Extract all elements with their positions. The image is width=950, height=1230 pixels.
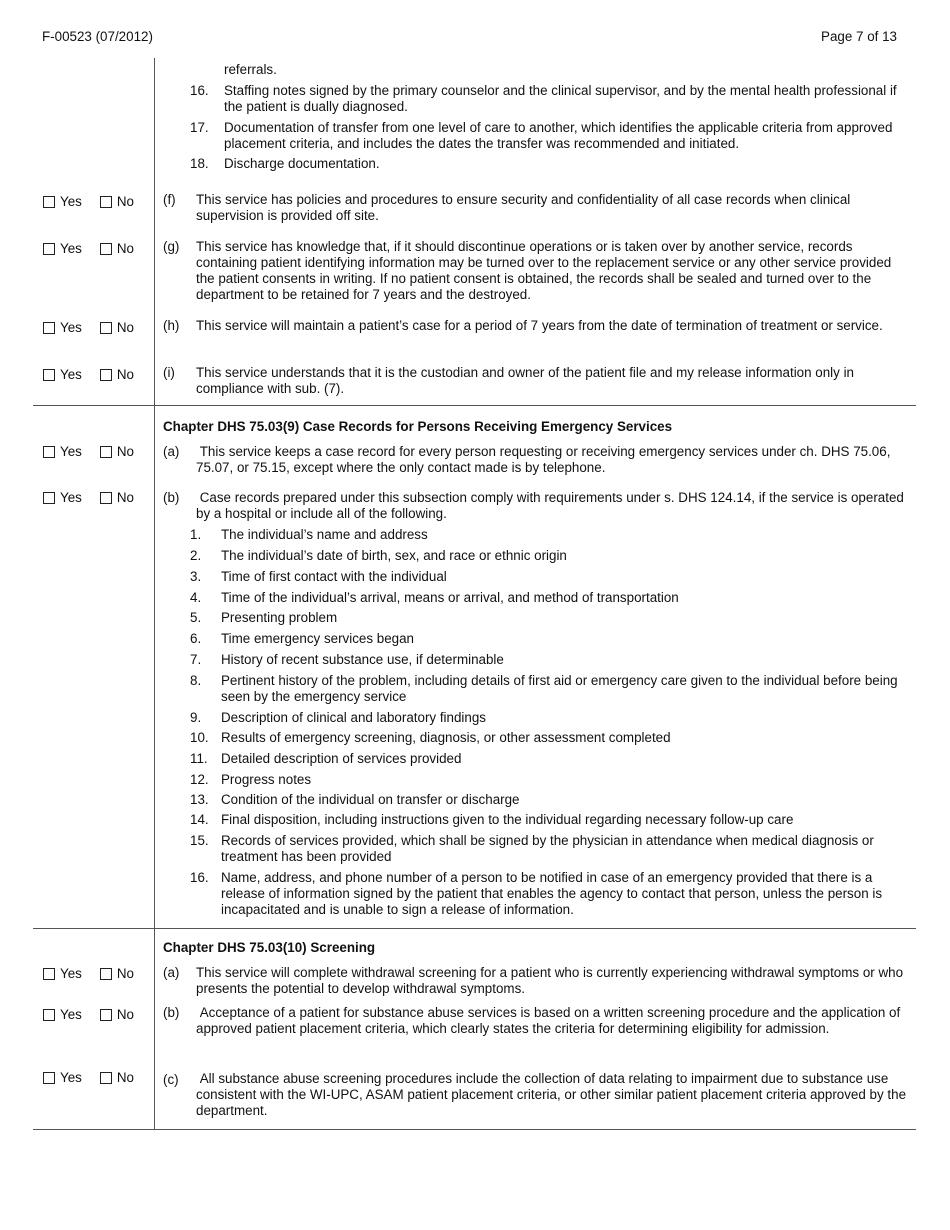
list-item-number: 6. xyxy=(190,631,202,646)
no-checkbox[interactable] xyxy=(100,1072,112,1084)
no-label: No xyxy=(116,966,134,981)
item-letter: (b) xyxy=(163,1005,180,1020)
yes-checkbox[interactable] xyxy=(43,196,55,208)
list-item-text: The individual’s date of birth, sex, and race or ethnic origin xyxy=(221,548,567,563)
list-item-number: 16. xyxy=(190,870,209,885)
item-text: This service understands that it is the custodian and owner of the patient file and my release information only in compliance with sub. (7). xyxy=(196,365,854,396)
yes-no-group xyxy=(43,241,134,257)
yes-checkbox[interactable] xyxy=(43,492,55,504)
list-item-number: 3. xyxy=(190,569,202,584)
list-item-number: 12. xyxy=(190,772,209,787)
yes-checkbox[interactable] xyxy=(43,1009,55,1021)
list-item-text: Detailed description of services provided xyxy=(221,751,462,766)
no-checkbox[interactable] xyxy=(100,196,112,208)
list-item-number: 14. xyxy=(190,812,209,827)
yes-label: Yes xyxy=(60,966,82,981)
item-letter: (f) xyxy=(163,192,176,207)
yes-label: Yes xyxy=(60,1007,82,1022)
list-item-text: Time emergency services began xyxy=(221,631,415,646)
item-text: This service will maintain a patient’s case for a period of 7 years from the date of termination of treatment or service. xyxy=(196,318,883,333)
list-item-text: Records of services provided, which shall be signed by the physician in attendance when medical diagnosis or treatment has been provided xyxy=(221,833,874,864)
no-label: No xyxy=(116,1070,134,1085)
form-id: F-00523 (07/2012) xyxy=(42,29,153,44)
list-item-text: Name, address, and phone number of a person to be notified in case of an emergency provided that there is a release of information signed by the patient that enables the agency to contact that person, unless the person is incapacitated and is unable to sign a release of information. xyxy=(221,870,883,917)
section-title: Chapter DHS 75.03(9) Case Records for Persons Receiving Emergency Services xyxy=(163,419,673,434)
item-text: Acceptance of a patient for substance abuse services is based on a written screening procedure and the application of approved patient placement criteria, which clearly states the criteria for determining eligibility for admission. xyxy=(196,1005,904,1036)
column-divider xyxy=(154,58,155,405)
item-letter: (g) xyxy=(163,239,180,254)
list-item-text: History of recent substance use, if determinable xyxy=(221,652,504,667)
list-item-text: Presenting problem xyxy=(221,610,338,625)
item-text: This service will complete withdrawal screening for a patient who is currently experiencing withdrawal symptoms or who presents the potential to develop withdrawal symptoms. xyxy=(196,965,904,996)
item-text: This service has policies and procedures to ensure security and confidentiality of all case records when clinical supervision is provided off site. xyxy=(196,192,851,223)
list-item-number: 17. xyxy=(190,120,209,135)
yes-checkbox[interactable] xyxy=(43,446,55,458)
section-divider xyxy=(33,405,916,406)
no-label: No xyxy=(116,490,134,505)
item-letter: (c) xyxy=(163,1072,179,1087)
yes-no-group xyxy=(43,966,134,982)
no-label: No xyxy=(116,367,134,382)
list-item-text: Final disposition, including instructions given to the individual regarding necessary follow-up care xyxy=(221,812,794,827)
yes-checkbox[interactable] xyxy=(43,243,55,255)
page-number: Page 7 of 13 xyxy=(821,29,897,44)
yes-checkbox[interactable] xyxy=(43,322,55,334)
column-divider xyxy=(154,929,155,1129)
column-divider xyxy=(154,406,155,928)
no-label: No xyxy=(116,241,134,256)
list-item-number: 16. xyxy=(190,83,209,98)
list-item-number: 11. xyxy=(190,751,208,766)
item-text: This service keeps a case record for every person requesting or receiving emergency services under ch. DHS 75.06, 75.07, or 75.15, except where the only contact made is by telephone. xyxy=(196,444,895,475)
list-item-text: Staffing notes signed by the primary counselor and the clinical supervisor, and by the mental health professional if the patient is dually diagnosed. xyxy=(224,83,897,114)
yes-checkbox[interactable] xyxy=(43,369,55,381)
item-letter: (a) xyxy=(163,444,180,459)
yes-label: Yes xyxy=(60,194,82,209)
item-letter: (h) xyxy=(163,318,180,333)
no-label: No xyxy=(116,194,134,209)
list-item-text: Condition of the individual on transfer or discharge xyxy=(221,792,520,807)
yes-checkbox[interactable] xyxy=(43,1072,55,1084)
section-divider xyxy=(33,928,916,929)
list-item-number: 8. xyxy=(190,673,202,688)
list-item-text: Description of clinical and laboratory findings xyxy=(221,710,486,725)
item-letter: (b) xyxy=(163,490,180,505)
section-title: Chapter DHS 75.03(10) Screening xyxy=(163,940,376,955)
list-item-text: Time of the individual’s arrival, means or arrival, and method of transportation xyxy=(221,590,679,605)
yes-no-group xyxy=(43,490,134,506)
list-item-number: 15. xyxy=(190,833,209,848)
list-item-number: 10. xyxy=(190,730,209,745)
no-checkbox[interactable] xyxy=(100,243,112,255)
yes-no-group xyxy=(43,367,134,383)
no-checkbox[interactable] xyxy=(100,446,112,458)
no-checkbox[interactable] xyxy=(100,322,112,334)
yes-no-group xyxy=(43,320,134,336)
item-letter: (a) xyxy=(163,965,180,980)
yes-no-group xyxy=(43,444,134,460)
item-text: This service has knowledge that, if it should discontinue operations or is taken over by another service, records containing patient identifying information may be turned over to the replacement service or any other service provided the patient consents in writing. If no patient consent is obtained, the records shall be sealed and turned over to the department to be retained for 7 years and the destroyed. xyxy=(196,239,892,302)
no-checkbox[interactable] xyxy=(100,492,112,504)
list-item-text: Progress notes xyxy=(221,772,312,787)
item-text: All substance abuse screening procedures include the collection of data relating to impairment due to substance use consistent with the WI-UPC, ASAM patient placement criteria, or other similar patient placement criteria approved by the department. xyxy=(196,1071,910,1118)
section-divider xyxy=(33,1129,916,1130)
yes-label: Yes xyxy=(60,444,82,459)
no-checkbox[interactable] xyxy=(100,968,112,980)
yes-label: Yes xyxy=(60,241,82,256)
yes-no-group xyxy=(43,1070,134,1086)
list-item-text: Results of emergency screening, diagnosis, or other assessment completed xyxy=(221,730,671,745)
yes-label: Yes xyxy=(60,1070,82,1085)
no-checkbox[interactable] xyxy=(100,369,112,381)
yes-no-group xyxy=(43,1007,134,1023)
yes-label: Yes xyxy=(60,490,82,505)
item-letter: (i) xyxy=(163,365,175,380)
yes-label: Yes xyxy=(60,367,82,382)
list-item-number: 18. xyxy=(190,156,209,171)
list-item-number: 7. xyxy=(190,652,202,667)
list-item-number: 4. xyxy=(190,590,202,605)
list-item-number: 1. xyxy=(190,527,202,542)
no-label: No xyxy=(116,320,134,335)
list-item-number: 9. xyxy=(190,710,202,725)
list-item-number: 5. xyxy=(190,610,202,625)
list-item-text: referrals. xyxy=(224,62,277,77)
yes-checkbox[interactable] xyxy=(43,968,55,980)
list-item-text: Discharge documentation. xyxy=(224,156,380,171)
no-checkbox[interactable] xyxy=(100,1009,112,1021)
list-item-number: 2. xyxy=(190,548,202,563)
item-text: Case records prepared under this subsection comply with requirements under s. DHS 124.14, if the service is operated by a hospital or include all of the following. xyxy=(196,490,908,521)
list-item-text: The individual’s name and address xyxy=(221,527,428,542)
no-label: No xyxy=(116,1007,134,1022)
list-item-number: 13. xyxy=(190,792,209,807)
no-label: No xyxy=(116,444,134,459)
list-item-text: Documentation of transfer from one level of care to another, which identifies the applicable criteria from approved placement criteria, and includes the dates the transfer was recommended and initiated. xyxy=(224,120,893,151)
list-item-text: Time of first contact with the individual xyxy=(221,569,447,584)
yes-no-group xyxy=(43,194,134,210)
list-item-text: Pertinent history of the problem, including details of first aid or emergency care given to the individual before being seen by the emergency service xyxy=(221,673,898,704)
yes-label: Yes xyxy=(60,320,82,335)
